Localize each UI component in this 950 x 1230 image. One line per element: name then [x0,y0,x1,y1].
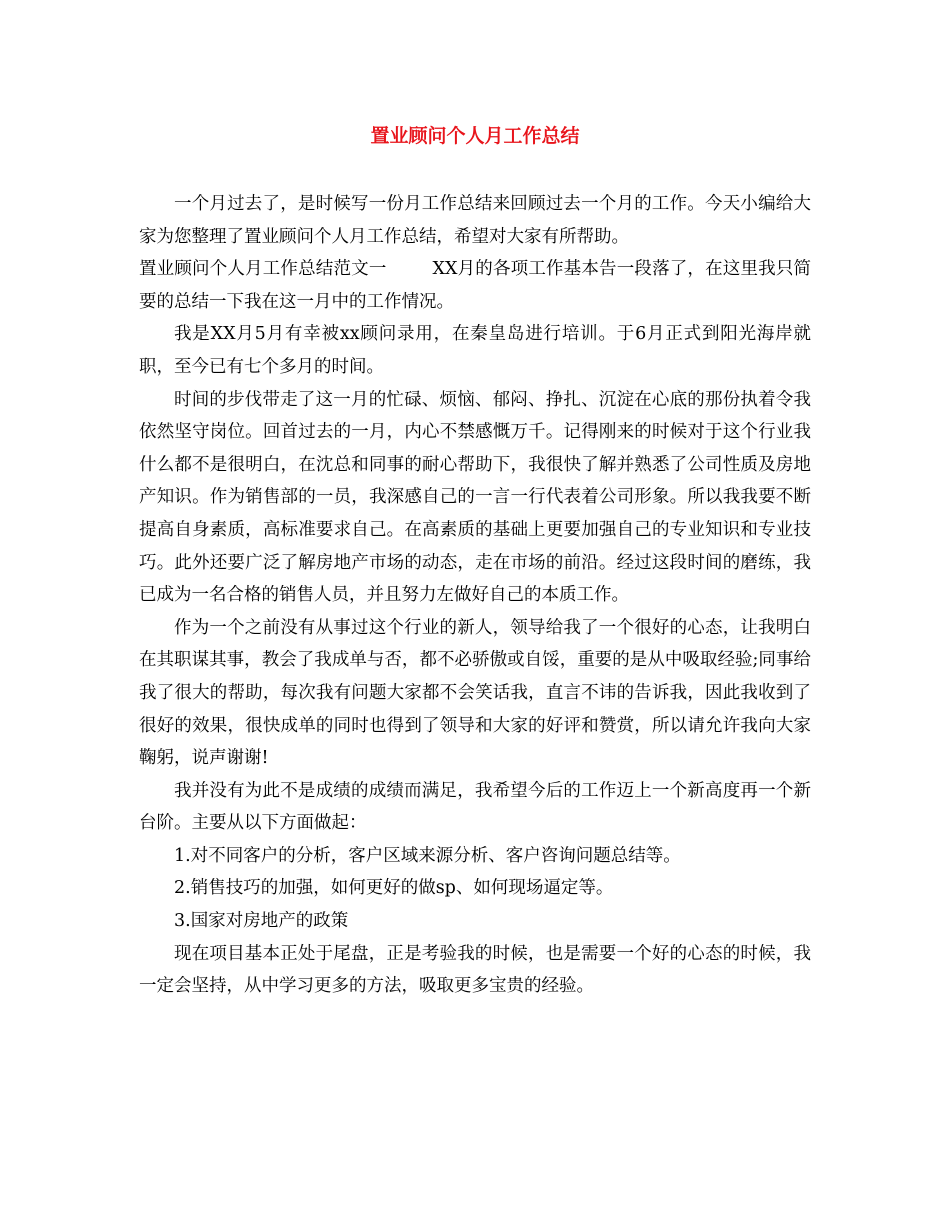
body-paragraph: 作为一个之前没有从事过这个行业的新人，领导给我了一个很好的心态，让我明白在其职谋其事，教会了我成单与否，都不必骄傲或自馁，重要的是从中吸取经验;同事给我了很大的帮助，每次我有问题大家都不会笑话我，直言不讳的告诉我，因此我收到了很好的效果，很快成单的同时也得到了领导和大家的好评和赞赏，所以请允许我向大家鞠躬，说声谢谢! [139,617,811,769]
body-paragraph: 我是XX月5月有幸被xx顾问录用，在秦皇岛进行培训。于6月正式到阳光海岸就职，至今已有七个多月的时间。 [139,324,811,377]
document-body [139,188,811,1003]
sample-paragraph [139,253,811,318]
body-paragraph: 现在项目基本正处于尾盘，正是考验我的时候，也是需要一个好的心态的时候，我一定会坚持，从中学习更多的方法，吸取更多宝贵的经验。 [139,943,811,997]
list-item: 3.国家对房地产的政策 [174,911,349,932]
list-item: 1.对不同客户的分析，客户区域来源分析、客户咨询问题总结等。 [174,845,681,866]
list-item: 2.销售技巧的加强，如何更好的做sp、如何现场逼定等。 [174,878,614,899]
body-paragraph: 时间的步伐带走了这一月的忙碌、烦恼、郁闷、挣扎、沉淀在心底的那份执着令我依然坚守岗位。回首过去的一月，内心不禁感慨万千。记得刚来的时候对于这个行业我什么都不是很明白，在沈总和同事的耐心帮助下，我很快了解并熟悉了公司性质及房地产知识。作为销售部的一员，我深感自己的一言一行代表着公司形象。所以我我要不断提高自身素质，高标准要求自己。在高素质的基础上更要加强自己的专业知识和专业技巧。此外还要广泛了解房地产市场的动态，走在市场的前沿。经过这段时间的磨练，我已成为一名合格的销售人员，并且努力左做好自己的本质工作。 [139,389,811,606]
body-paragraph: 我并没有为此不是成绩的成绩而满足，我希望今后的工作迈上一个新高度再一个新台阶。主要从以下方面做起： [139,780,811,834]
sample-heading: 置业顾问个人月工作总结范文一 [139,259,387,280]
intro-paragraph: 一个月过去了，是时候写一份月工作总结来回顾过去一个月的工作。今天小编给大家为您整理了置业顾问个人月工作总结，希望对大家有所帮助。 [139,194,811,247]
document-title: 置业顾问个人月工作总结 [370,125,580,147]
sample-lead: XX月的各项工作基本告一段落了，在这里我只简要的总结一下我在这一月中的工作情况。 [139,259,812,312]
